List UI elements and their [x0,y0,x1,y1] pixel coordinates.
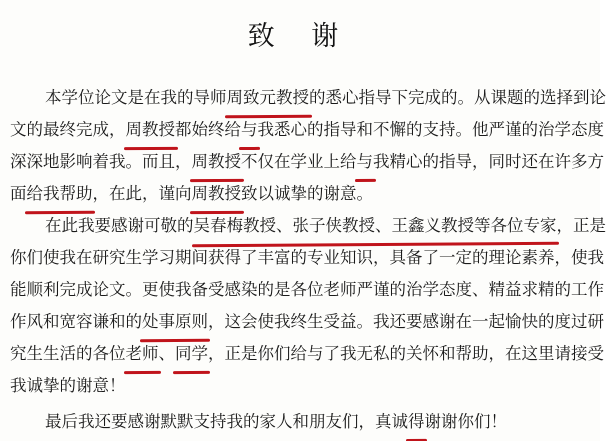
text: 你们使我在研究生学习期间获得了丰富的专业知识，具备了一定的理论素养，使我 [10,248,604,267]
p2-line-2 [10,242,604,274]
p2-line-5 [10,338,604,370]
text: 文的最终完成， [10,120,126,139]
underlined-teachers: 老师 [126,338,159,370]
text: 究生生活的各位 [10,344,126,363]
text: 面 [10,184,27,203]
p1-line-3 [10,146,604,178]
text: 作风和宽容谦和的 [10,312,142,331]
acknowledgement-body [10,82,606,438]
p1-line-4 [10,178,598,210]
underlined-experts: 吴春梅教授、张子侠教授、王鑫义教授等各位专家 [194,210,557,242]
text: 我悉心的指导和不懈的支持。他严谨的治学态度 [257,120,604,139]
underlined-char: 得 [408,406,425,438]
text: ，在此，谨向 [92,184,192,203]
text: 谢谢你们！ [424,412,507,431]
text: 我诚挚的谢意！ [10,376,126,395]
p3-line-1 [10,406,598,438]
text: ，这会使我终生受益。我还要感谢在一起愉快的度过研 [208,312,604,331]
underlined-char: 与 [357,146,374,178]
p1-line-2 [10,114,604,146]
p2-line-1 [10,210,606,242]
underlined-professor: 周教授 [192,146,242,178]
page-title: 致 谢 [247,21,353,52]
underlined-advisor-name: 周致元教授 [227,82,310,114]
p1-line-1 [10,82,606,114]
underlined-char: 与 [241,114,258,146]
text: 、 [158,344,175,363]
underlined-professor: 周教授 [126,114,176,146]
text: 能顺利完成论文。更使我备受感染的是各位老师严谨的治学态度、精益求精的工作 [10,280,604,299]
text: 致以诚挚的谢意。 [241,184,373,203]
text: 深深地影响着我。而且， [10,152,192,171]
text: 在此我要感谢可敬的 [45,216,194,235]
underlined-classmates: 同学 [175,338,208,370]
text: 的悉心指导下完成的。从课题的选择到论 [309,88,606,107]
p2-line-6 [10,370,598,402]
text: ，正是你们给与了我无私的关怀和帮助，在这里请接受 [208,344,604,363]
text: 本学位论文是在我的导师 [45,88,227,107]
text: 不仅在学业上给 [241,152,357,171]
p2-line-4 [10,306,604,338]
text: 最后我还要感谢默默支持我的家人和朋友们，真诚 [45,412,408,431]
underlined-professor: 周教授 [192,178,242,210]
underlined-phrase: 给我帮助 [27,178,93,210]
text: 我精心的指导，同时还在许多方 [373,152,604,171]
text: ，正是 [556,216,606,235]
underlined-phrase: 处事原则 [142,306,208,338]
text: 都始终给 [175,120,241,139]
p2-line-3 [10,274,604,306]
